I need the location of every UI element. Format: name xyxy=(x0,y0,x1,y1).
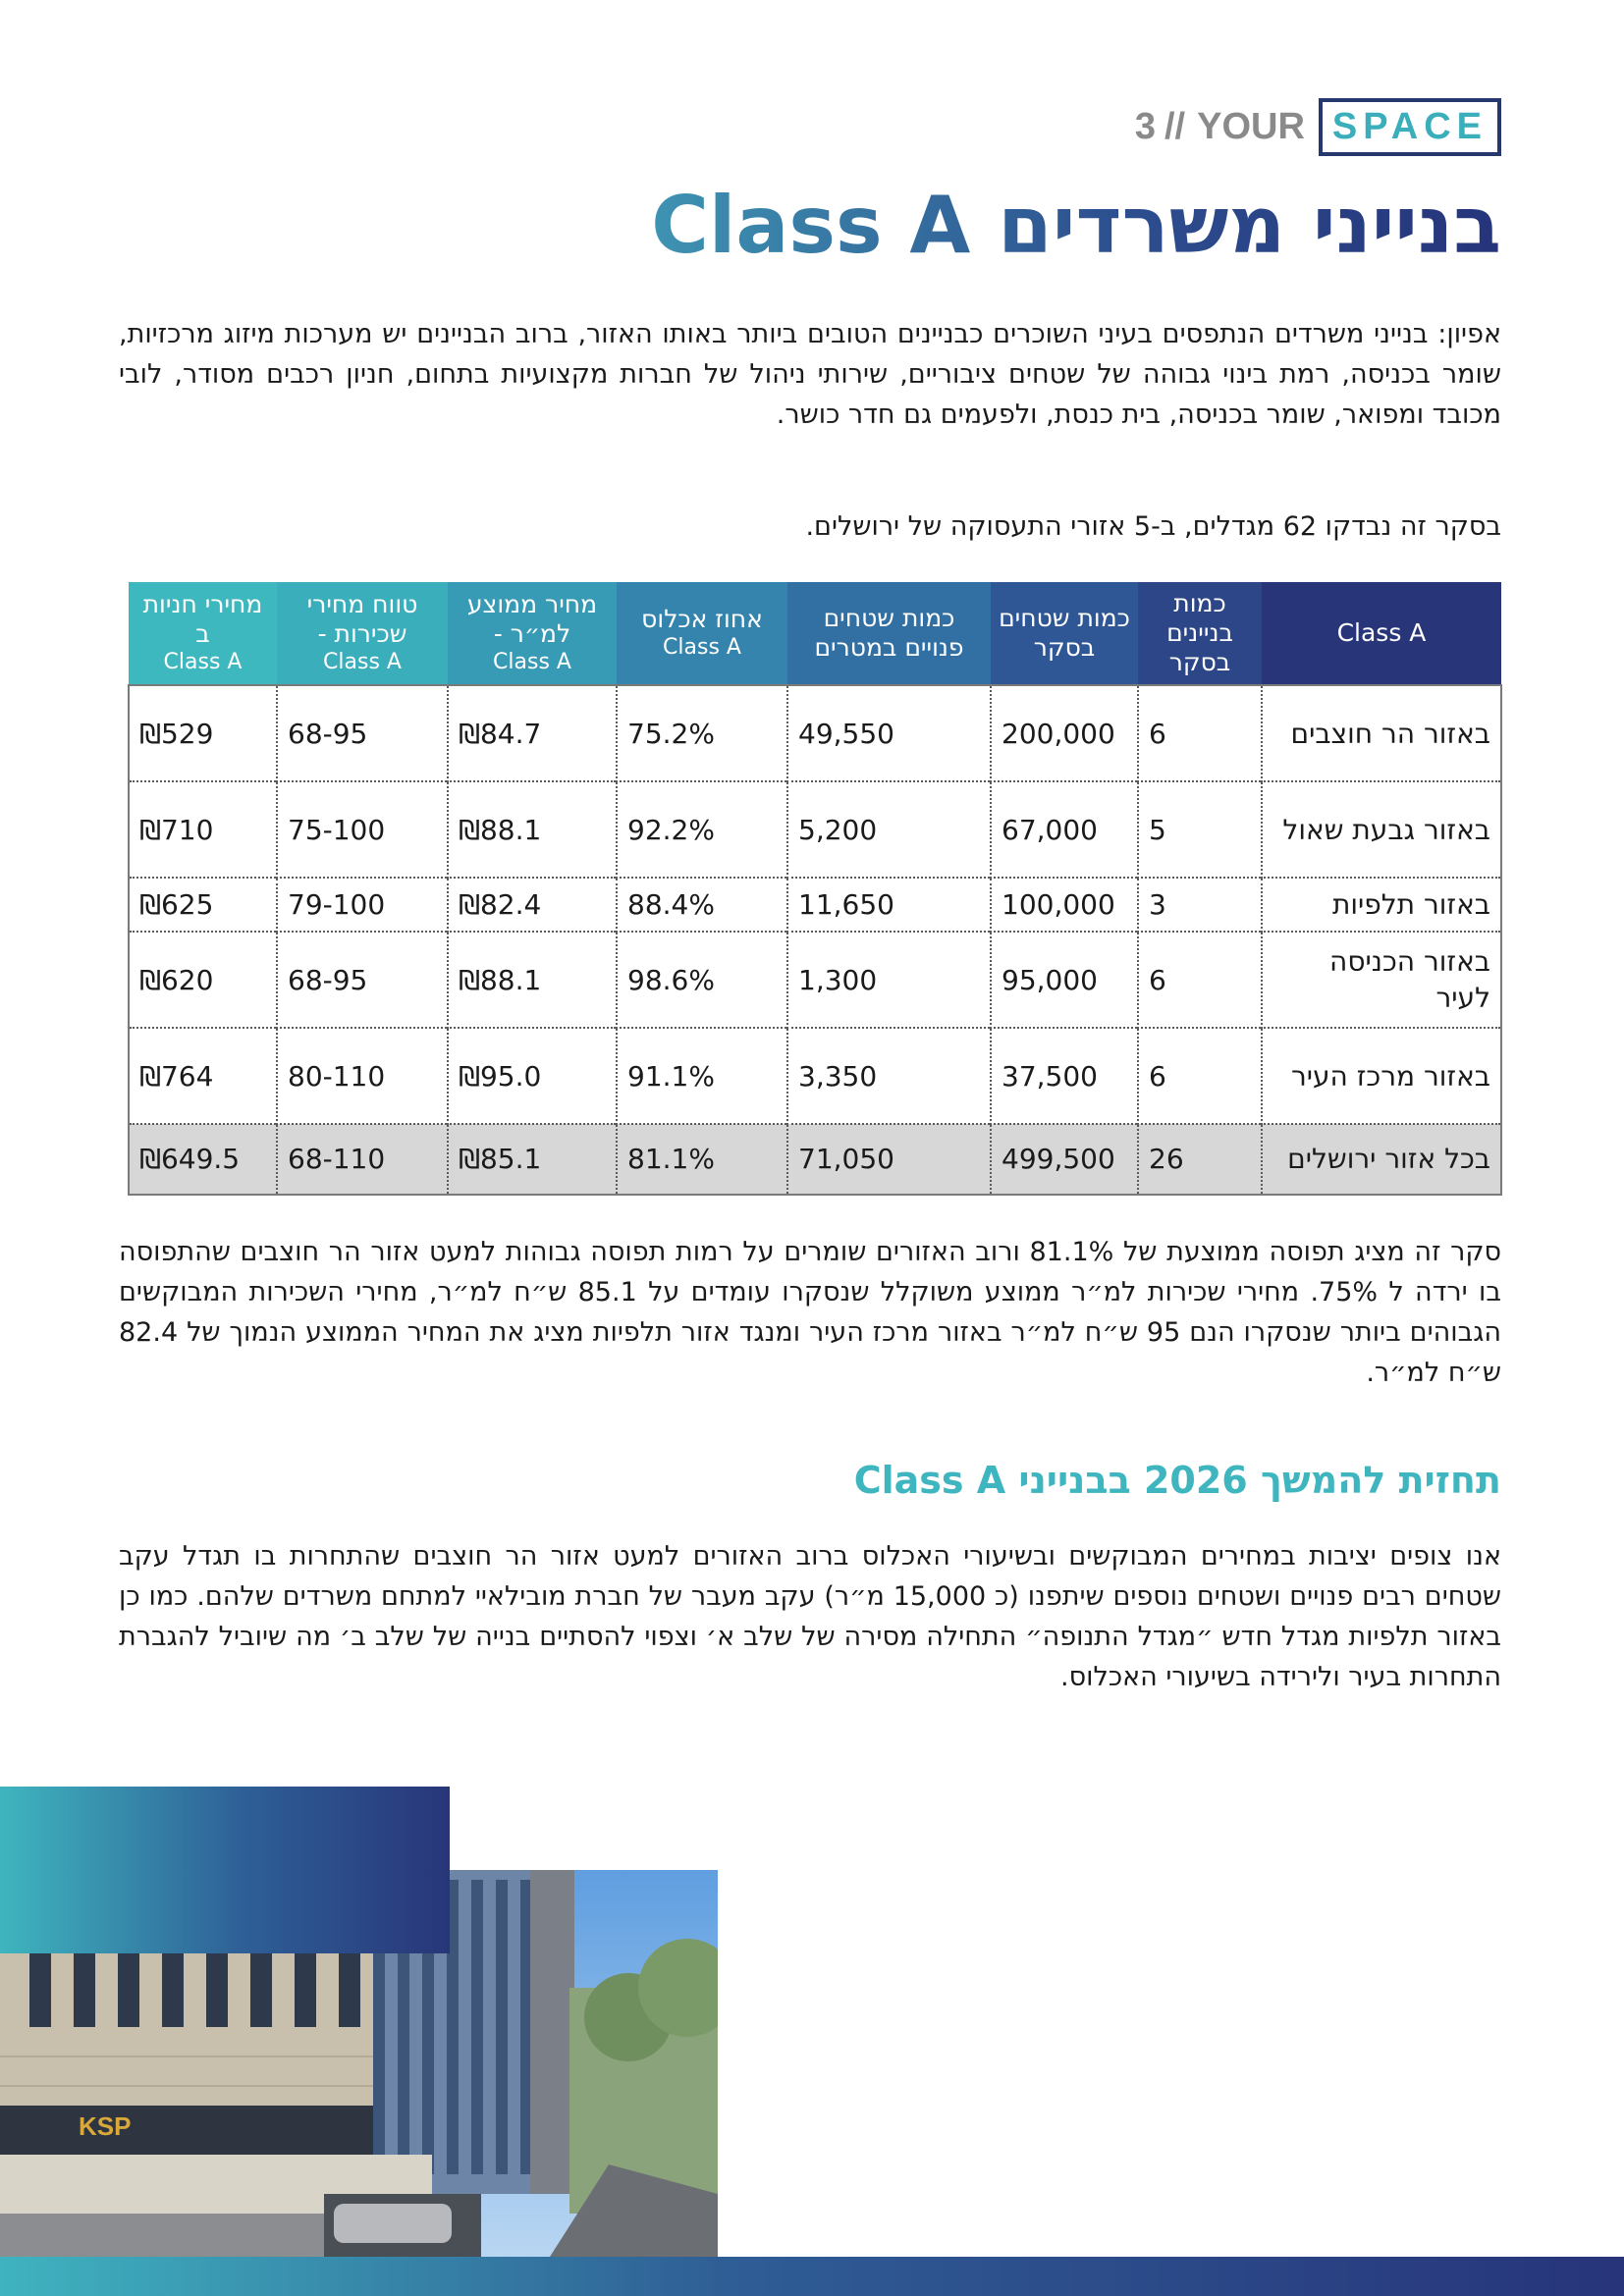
table-cell: 26 xyxy=(1138,1124,1262,1195)
table-cell: 68-95 xyxy=(277,685,448,781)
brand-logo-box: SPACE xyxy=(1319,98,1501,156)
area-name-cell: באזור תלפיות xyxy=(1262,878,1501,932)
column-header-label: מחיר ממוצע למ״ר - xyxy=(466,590,598,648)
survey-paragraph: בסקר זה נבדקו 62 מגדלים, ב-5 אזורי התעסוקה של ירושלים. xyxy=(805,511,1501,542)
column-header-label: אחוז אכלוס xyxy=(641,605,763,633)
column-header-sublabel: Class A xyxy=(323,650,402,674)
table-row xyxy=(129,685,1501,781)
area-name-cell: בכל אזור ירושלים xyxy=(1262,1124,1501,1195)
table-cell: 68-110 xyxy=(277,1124,448,1195)
column-header xyxy=(1138,582,1262,685)
table-cell: 3 xyxy=(1138,878,1262,932)
table-cell: 68-95 xyxy=(277,932,448,1028)
table-cell: 37,500 xyxy=(991,1028,1138,1124)
table-row xyxy=(129,878,1501,932)
table-cell: 11,650 xyxy=(787,878,991,932)
table-cell: 6 xyxy=(1138,1028,1262,1124)
area-name-cell: באזור מרכז העיר xyxy=(1262,1028,1501,1124)
column-header xyxy=(991,582,1138,685)
table-cell: 75.2% xyxy=(617,685,787,781)
table-row xyxy=(129,932,1501,1028)
column-header xyxy=(129,582,277,685)
table-cell: 3,350 xyxy=(787,1028,991,1124)
table-cell: ₪84.7 xyxy=(448,685,617,781)
table-cell: ₪95.0 xyxy=(448,1028,617,1124)
page-number: 3 xyxy=(1134,106,1157,147)
table-cell: 1,300 xyxy=(787,932,991,1028)
table-cell: 71,050 xyxy=(787,1124,991,1195)
column-header xyxy=(448,582,617,685)
column-header-label: מחירי חניות ב xyxy=(142,590,263,648)
area-name-cell: באזור גבעת שאול xyxy=(1262,781,1501,878)
table-cell: 6 xyxy=(1138,932,1262,1028)
table-cell: ₪82.4 xyxy=(448,878,617,932)
column-header xyxy=(617,582,787,685)
column-header-label: טווח מחירי שכירות - xyxy=(306,590,418,648)
table-cell: 5 xyxy=(1138,781,1262,878)
table-cell: 100,000 xyxy=(991,878,1138,932)
table-cell: 200,000 xyxy=(991,685,1138,781)
table-row xyxy=(129,781,1501,878)
table-cell: 92.2% xyxy=(617,781,787,878)
table-cell: 67,000 xyxy=(991,781,1138,878)
table-cell: ₪529 xyxy=(129,685,277,781)
summary-paragraph: סקר זה מציג תפוסה ממוצעת של 81.1% ורוב האזורים שומרים על רמות תפוסה גבוהות למעט אזור הר חוצבים שהתפוסה בו ירדה ל 75%. מחירי שכירות למ״ר ממוצע משוקלל שנסקרו עומדים על 85.1 ש״ח למ״ר, מחירי השכירות המבוקשים הגבוהים ביותר שנסקרו הנם 95 ש״ח למ״ר באזור מרכז העיר ומנגד אזור תלפיות מציג את המחיר הממוצע הנמוך של 82.4 ש״ח למ״ר. xyxy=(119,1237,1502,1388)
table-cell: ₪764 xyxy=(129,1028,277,1124)
table-body xyxy=(129,685,1501,1195)
table-cell: ₪88.1 xyxy=(448,781,617,878)
table-cell: ₪649.5 xyxy=(129,1124,277,1195)
column-header-sublabel: Class A xyxy=(163,650,243,674)
table-cell: 80-110 xyxy=(277,1028,448,1124)
table-cell: ₪710 xyxy=(129,781,277,878)
decorative-gradient-band xyxy=(0,1787,450,1953)
column-header xyxy=(1262,582,1501,685)
table-cell: 6 xyxy=(1138,685,1262,781)
column-header-label: Class A xyxy=(1336,618,1427,647)
table-cell: 95,000 xyxy=(991,932,1138,1028)
table-header-row xyxy=(129,582,1501,685)
column-header-sublabel: Class A xyxy=(493,650,571,674)
header-separator: // xyxy=(1164,106,1186,147)
footer-gradient-band xyxy=(0,2257,1624,2296)
table-cell: 75-100 xyxy=(277,781,448,878)
brand-word: YOUR xyxy=(1197,106,1305,147)
page-header xyxy=(1135,98,1501,156)
table-cell: ₪620 xyxy=(129,932,277,1028)
table-row xyxy=(129,1028,1501,1124)
column-header-sublabel: Class A xyxy=(663,635,741,660)
class-a-table xyxy=(128,582,1502,1196)
table-cell: 49,550 xyxy=(787,685,991,781)
table-cell: 88.4% xyxy=(617,878,787,932)
table-cell: ₪88.1 xyxy=(448,932,617,1028)
area-name-cell: באזור הכניסה לעיר xyxy=(1262,932,1501,1028)
table-cell: 79-100 xyxy=(277,878,448,932)
column-header xyxy=(787,582,991,685)
column-header-label: כמות שטחים בסקר xyxy=(999,604,1130,662)
area-name-cell: באזור הר חוצבים xyxy=(1262,685,1501,781)
table-cell: ₪625 xyxy=(129,878,277,932)
svg-text:KSP: KSP xyxy=(79,2111,132,2141)
column-header-label: כמות בניינים בסקר xyxy=(1166,589,1233,676)
table-cell: 5,200 xyxy=(787,781,991,878)
forecast-heading: תחזית להמשך 2026 בבנייני Class A xyxy=(853,1459,1501,1502)
table-total-row xyxy=(129,1124,1501,1195)
table-cell: ₪85.1 xyxy=(448,1124,617,1195)
table-cell: 81.1% xyxy=(617,1124,787,1195)
column-header-label: כמות שטחים פנויים במטרים xyxy=(814,604,964,662)
page-title: בנייני משרדים Class A xyxy=(651,177,1501,275)
intro-paragraph: אפיון: בנייני משרדים הנתפסים בעיני השוכרים כבניינים הטובים ביותר באותו האזור, ברוב הבניינים יש מערכות מיזוג מרכזיות, שומר בכניסה, רמת בינוי גבוהה של שטחים ציבוריים, שירותי ניהול של חברות מקצועיות בתחום, חניון רכבים מסודר, לובי מכובד ומפואר, שומר בכניסה, בית כנסת, ולפעמים גם חדר כושר. xyxy=(119,319,1501,430)
table-cell: 499,500 xyxy=(991,1124,1138,1195)
table-cell: 91.1% xyxy=(617,1028,787,1124)
column-header xyxy=(277,582,448,685)
forecast-paragraph: אנו צופים יציבות במחירים המבוקשים ובשיעורי האכלוס ברוב האזורים למעט אזור הר חוצבים שהתחרות בו תגדל עקב שטחים רבים פנויים ושטחים נוספים שיתפנו (כ 15,000 מ״ר) עקב מעבר של חברת מובילאיי למתחם משרדים שלהם. כמו כן באזור תלפיות מגדל חדש ״מגדל התנופה״ התחילה מסירה של שלב א׳ וצפוי להסתיים בנייה של שלב ב׳ מה שיוביל להגברת התחרות בעיר ולירידה בשיעורי האכלוס. xyxy=(119,1541,1502,1692)
table-cell: 98.6% xyxy=(617,932,787,1028)
